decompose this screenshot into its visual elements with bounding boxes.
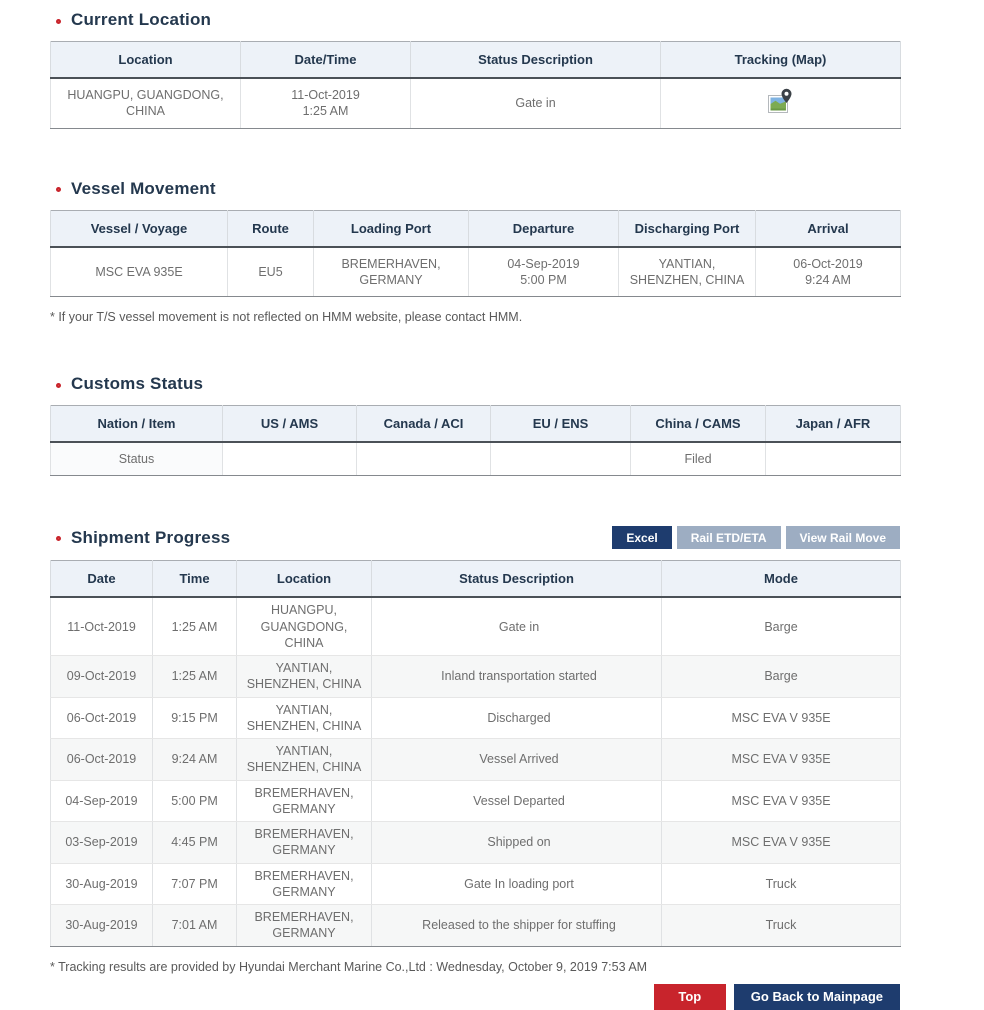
col-header-eu-ens: EU / ENS xyxy=(491,406,631,443)
shipment-row xyxy=(51,822,901,864)
cell-date: 30-Aug-2019 xyxy=(51,863,153,905)
section-shipment-progress xyxy=(50,526,900,1009)
col-header-japan-afr: Japan / AFR xyxy=(766,406,901,443)
cell-date: 30-Aug-2019 xyxy=(51,905,153,947)
cell-date: 11-Oct-2019 xyxy=(291,88,360,102)
cell-discharging-port: YANTIAN, SHENZHEN, CHINA xyxy=(619,247,756,297)
col-header-time: Time xyxy=(153,561,237,598)
cell-datetime xyxy=(241,78,411,128)
col-header-status-description: Status Description xyxy=(411,42,661,79)
cell-eu-ens xyxy=(491,442,631,476)
cell-mode: MSC EVA V 935E xyxy=(662,780,901,822)
cell-location: YANTIAN, SHENZHEN, CHINA xyxy=(237,697,372,739)
section-current-location xyxy=(50,10,900,129)
cell-mode: MSC EVA V 935E xyxy=(662,697,901,739)
shipment-row xyxy=(51,597,901,655)
customs-status-header-row xyxy=(51,406,901,443)
footer-buttons xyxy=(50,984,900,1010)
col-header-route: Route xyxy=(228,210,314,247)
tracking-results-page xyxy=(50,10,900,1010)
cell-location: BREMERHAVEN, GERMANY xyxy=(237,905,372,947)
vessel-movement-table xyxy=(50,210,901,298)
view-rail-move-button[interactable]: View Rail Move xyxy=(786,526,900,549)
customs-status-header xyxy=(50,374,900,394)
customs-status-title: Customs Status xyxy=(71,374,204,393)
cell-time: 1:25 AM xyxy=(302,104,349,119)
shipment-progress-actions xyxy=(612,526,900,549)
col-header-canada-aci: Canada / ACI xyxy=(357,406,491,443)
shipment-progress-body xyxy=(51,597,901,946)
cell-location: BREMERHAVEN, GERMANY xyxy=(237,780,372,822)
cell-time: 7:07 PM xyxy=(153,863,237,905)
excel-button[interactable]: Excel xyxy=(612,526,671,549)
cell-canada-aci xyxy=(357,442,491,476)
cell-status-label: Status xyxy=(51,442,223,476)
cell-mode: MSC EVA V 935E xyxy=(662,822,901,864)
current-location-table xyxy=(50,41,901,129)
shipment-row xyxy=(51,780,901,822)
cell-mode: MSC EVA V 935E xyxy=(662,739,901,781)
cell-location: YANTIAN, SHENZHEN, CHINA xyxy=(237,656,372,698)
cell-date: 11-Oct-2019 xyxy=(51,597,153,655)
cell-tracking-map xyxy=(661,78,901,128)
col-header-china-cams: China / CAMS xyxy=(631,406,766,443)
cell-arrival-date: 06-Oct-2019 xyxy=(793,256,863,271)
cell-status: Vessel Departed xyxy=(372,780,662,822)
customs-status-row xyxy=(51,442,901,476)
customs-status-table xyxy=(50,405,901,476)
cell-arrival-time: 9:24 AM xyxy=(805,272,851,287)
section-bullet-icon xyxy=(56,536,61,541)
current-location-row xyxy=(51,78,901,128)
section-bullet-icon xyxy=(56,187,61,192)
cell-route: EU5 xyxy=(228,247,314,297)
cell-date: 06-Oct-2019 xyxy=(51,739,153,781)
section-vessel-movement xyxy=(50,179,900,325)
col-header-departure: Departure xyxy=(469,210,619,247)
cell-status-description: Gate in xyxy=(411,78,661,128)
vessel-movement-note: * If your T/S vessel movement is not reflected on HMM website, please contact HMM. xyxy=(50,310,523,324)
shipment-row xyxy=(51,905,901,947)
vessel-movement-header xyxy=(50,179,900,199)
cell-location: BREMERHAVEN, GERMANY xyxy=(237,863,372,905)
cell-location: BREMERHAVEN, GERMANY xyxy=(237,822,372,864)
go-back-to-mainpage-button[interactable]: Go Back to Mainpage xyxy=(734,984,900,1010)
cell-location: HUANGPU, GUANGDONG, CHINA xyxy=(51,78,241,128)
cell-location: YANTIAN, SHENZHEN, CHINA xyxy=(237,739,372,781)
shipment-row xyxy=(51,863,901,905)
cell-status: Released to the shipper for stuffing xyxy=(372,905,662,947)
shipment-row xyxy=(51,697,901,739)
cell-departure xyxy=(469,247,619,297)
cell-time: 5:00 PM xyxy=(153,780,237,822)
col-header-tracking-map: Tracking (Map) xyxy=(661,42,901,79)
cell-mode: Truck xyxy=(662,863,901,905)
col-header-datetime: Date/Time xyxy=(241,42,411,79)
cell-arrival xyxy=(756,247,901,297)
cell-us-ams xyxy=(223,442,357,476)
shipment-row xyxy=(51,739,901,781)
cell-date: 03-Sep-2019 xyxy=(51,822,153,864)
cell-date: 06-Oct-2019 xyxy=(51,697,153,739)
cell-time: 9:15 PM xyxy=(153,697,237,739)
col-header-discharging-port: Discharging Port xyxy=(619,210,756,247)
cell-location: HUANGPU, GUANGDONG, CHINA xyxy=(237,597,372,655)
cell-departure-date: 04-Sep-2019 xyxy=(507,256,580,271)
cell-japan-afr xyxy=(766,442,901,476)
col-header-arrival: Arrival xyxy=(756,210,901,247)
cell-time: 4:45 PM xyxy=(153,822,237,864)
cell-status: Shipped on xyxy=(372,822,662,864)
cell-status: Inland transportation started xyxy=(372,656,662,698)
rail-etd-eta-button[interactable]: Rail ETD/ETA xyxy=(677,526,781,549)
shipment-progress-header xyxy=(50,526,900,549)
current-location-header xyxy=(50,10,900,30)
shipment-progress-table xyxy=(50,560,901,946)
cell-departure-time: 5:00 PM xyxy=(520,272,567,287)
shipment-row xyxy=(51,656,901,698)
cell-date: 09-Oct-2019 xyxy=(51,656,153,698)
section-customs-status xyxy=(50,374,900,476)
cell-status: Gate in xyxy=(372,597,662,655)
current-location-title: Current Location xyxy=(71,10,212,29)
cell-mode: Barge xyxy=(662,656,901,698)
cell-time: 7:01 AM xyxy=(153,905,237,947)
vessel-movement-title: Vessel Movement xyxy=(71,178,216,198)
cell-status: Gate In loading port xyxy=(372,863,662,905)
cell-mode: Barge xyxy=(662,597,901,655)
col-header-location: Location xyxy=(51,42,241,79)
cell-time: 1:25 AM xyxy=(153,597,237,655)
current-location-header-row xyxy=(51,42,901,79)
col-header-status-description: Status Description xyxy=(372,561,662,598)
cell-time: 9:24 AM xyxy=(153,739,237,781)
cell-vessel-voyage: MSC EVA 935E xyxy=(51,247,228,297)
vessel-movement-header-row xyxy=(51,210,901,247)
section-bullet-icon xyxy=(56,19,61,24)
tracking-results-note: * Tracking results are provided by Hyundai Merchant Marine Co.,Ltd : Wednesday, October 9, 2019 7:53 AM xyxy=(50,959,648,974)
shipment-progress-header-row xyxy=(51,561,901,598)
col-header-us-ams: US / AMS xyxy=(223,406,357,443)
section-bullet-icon xyxy=(56,383,61,388)
shipment-progress-title: Shipment Progress xyxy=(71,527,231,547)
cell-status: Vessel Arrived xyxy=(372,739,662,781)
col-header-vessel-voyage: Vessel / Voyage xyxy=(51,210,228,247)
cell-status: Discharged xyxy=(372,697,662,739)
cell-china-cams: Filed xyxy=(631,442,766,476)
map-tracking-icon[interactable] xyxy=(767,88,795,115)
col-header-loading-port: Loading Port xyxy=(314,210,469,247)
cell-mode: Truck xyxy=(662,905,901,947)
vessel-movement-row xyxy=(51,247,901,297)
cell-time: 1:25 AM xyxy=(153,656,237,698)
top-button[interactable]: Top xyxy=(654,984,726,1010)
col-header-location: Location xyxy=(237,561,372,598)
col-header-nation-item: Nation / Item xyxy=(51,406,223,443)
cell-date: 04-Sep-2019 xyxy=(51,780,153,822)
col-header-mode: Mode xyxy=(662,561,901,598)
col-header-date: Date xyxy=(51,561,153,598)
cell-loading-port: BREMERHAVEN, GERMANY xyxy=(314,247,469,297)
